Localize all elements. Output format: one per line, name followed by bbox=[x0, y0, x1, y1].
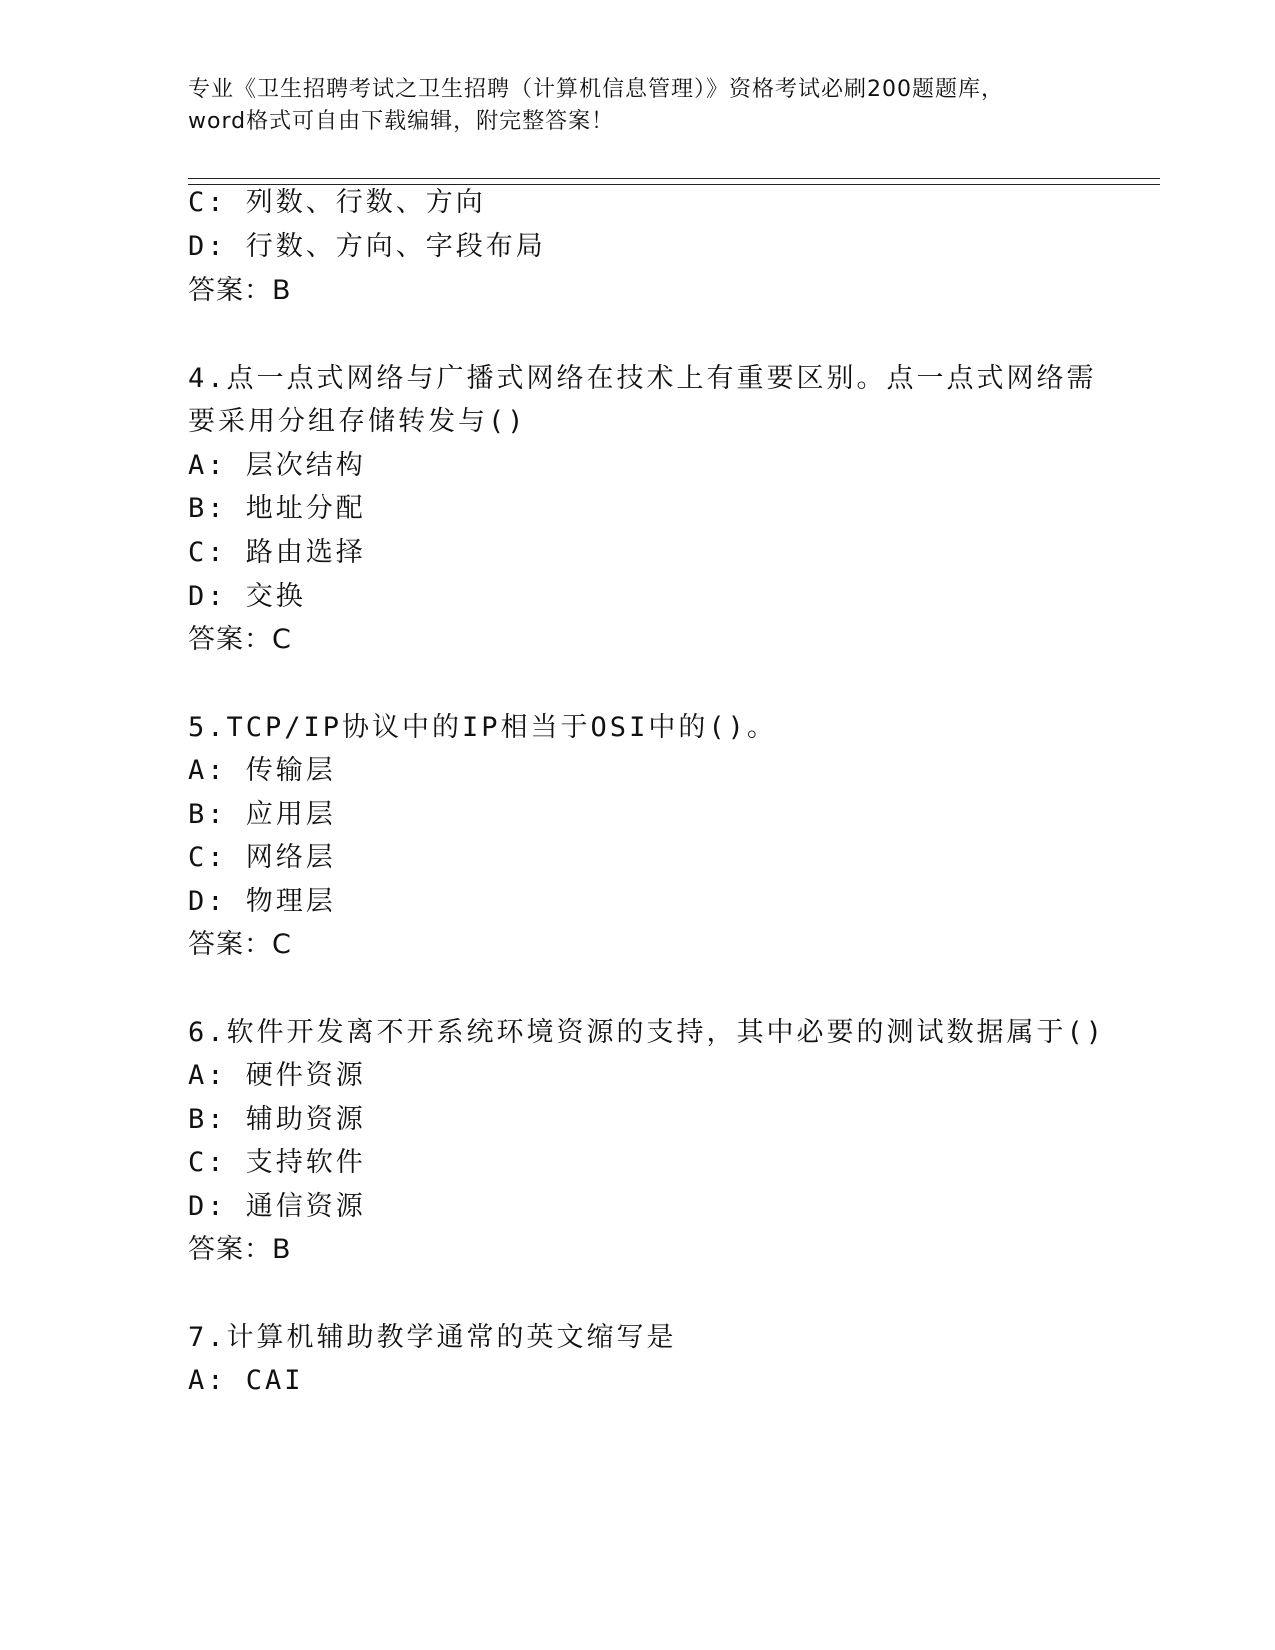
q3-option-d: D: 行数、方向、字段布局 bbox=[188, 231, 546, 262]
q4-option-c: C: 路由选择 bbox=[188, 537, 366, 568]
q3-answer: 答案：B bbox=[188, 275, 292, 306]
document-header bbox=[188, 74, 1088, 138]
q4-option-a: A: 层次结构 bbox=[188, 450, 366, 481]
q5-option-b: B: 应用层 bbox=[188, 799, 336, 830]
q3-option-c: C: 列数、行数、方向 bbox=[188, 187, 486, 218]
q6-option-a: A: 硬件资源 bbox=[188, 1060, 366, 1091]
q6-option-c: C: 支持软件 bbox=[188, 1147, 366, 1178]
q4-stem-line-2: 要采用分组存储转发与() bbox=[188, 406, 527, 437]
header-title-line-1: 专业《卫生招聘考试之卫生招聘（计算机信息管理）》资格考试必刷200题题库， bbox=[188, 77, 1004, 102]
q7-option-a: A: CAI bbox=[188, 1365, 304, 1396]
q6-stem: 6.软件开发离不开系统环境资源的支持，其中必要的测试数据属于() bbox=[188, 1017, 1106, 1048]
q5-option-c: C: 网络层 bbox=[188, 842, 336, 873]
q7-stem: 7.计算机辅助教学通常的英文缩写是 bbox=[188, 1322, 677, 1353]
header-title-line-2: word格式可自由下载编辑，附完整答案！ bbox=[188, 109, 615, 134]
q4-option-b: B: 地址分配 bbox=[188, 493, 366, 524]
q4-option-d: D: 交换 bbox=[188, 581, 306, 612]
q5-option-a: A: 传输层 bbox=[188, 755, 336, 786]
q6-option-d: D: 通信资源 bbox=[188, 1191, 366, 1222]
q5-answer: 答案：C bbox=[188, 929, 292, 960]
header-divider bbox=[188, 178, 1160, 185]
q4-stem-line-1: 4.点一点式网络与广播式网络在技术上有重要区别。点一点式网络需 bbox=[188, 363, 1097, 394]
q5-option-d: D: 物理层 bbox=[188, 886, 336, 917]
q6-answer: 答案：B bbox=[188, 1234, 292, 1265]
q5-stem: 5.TCP/IP协议中的IP相当于OSI中的()。 bbox=[188, 712, 777, 743]
q6-option-b: B: 辅助资源 bbox=[188, 1104, 366, 1135]
q4-answer: 答案：C bbox=[188, 624, 292, 655]
